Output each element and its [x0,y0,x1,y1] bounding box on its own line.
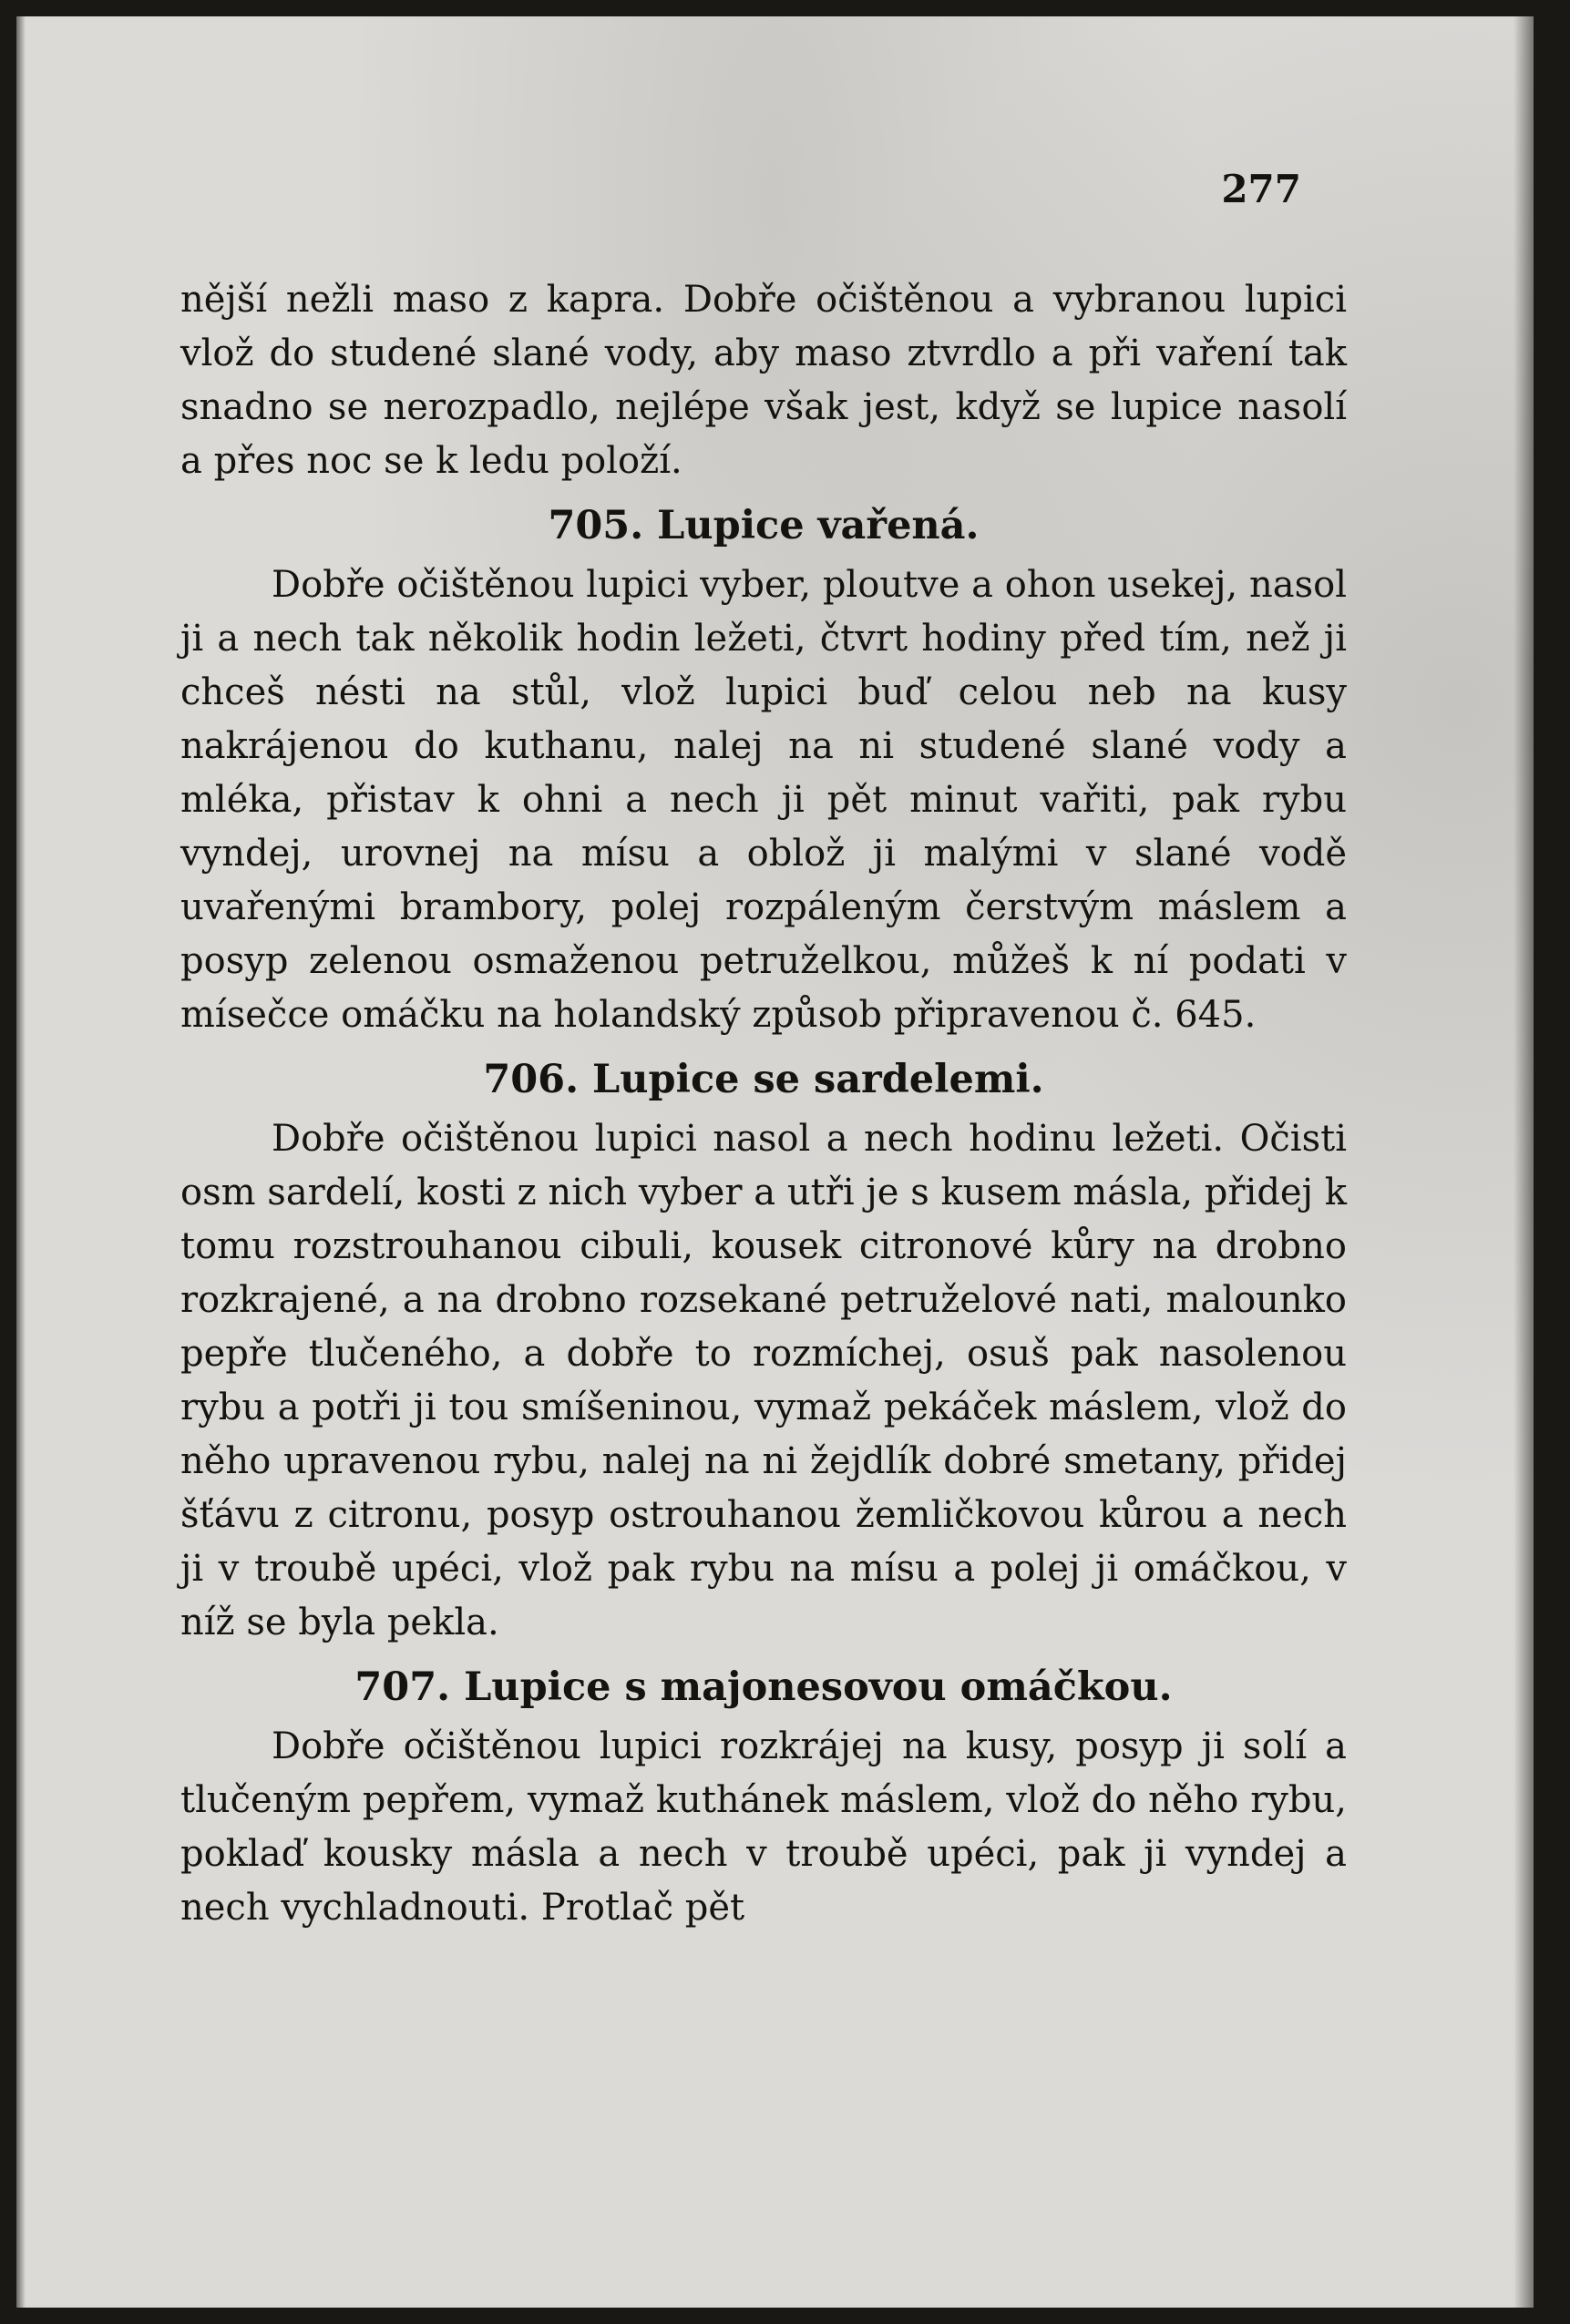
book-page [16,16,1534,2308]
recipe-heading-707: 707. Lupice s majonesovou omáčkou. [354,1664,1173,1710]
page-right-edge-shadow [1514,16,1534,2308]
page-number: 277 [1221,167,1301,211]
paragraph-continuation: nější nežli maso z kapra. Dobře očištěnou a vybranou lupici vlož do studené slané vody, aby maso ztvrdlo a při vaření tak snadno se nerozpadlo, nejlépe však jest, když se lupice nasolí a přes noc se k ledu položí. [180,279,1347,482]
recipe-heading-706: 706. Lupice se sardelemi. [483,1057,1044,1102]
paragraph-recipe-705: Dobře očištěnou lupici vyber, ploutve a ohon usekej, nasol ji a nech tak několik hodin ležeti, čtvrt hodiny před tím, než ji chceš nésti na stůl, vlož lupici buď celou neb na kusy nakrájenou do kuthanu, nalej na ni studené slané vody a mléka, přistav k ohni a nech ji pět minut vařiti, pak rybu vyndej, urovnej na mísu a oblož ji malými v slané vodě uvařenými brambory, polej rozpáleným čerstvým máslem a posyp zelenou osmaženou petruželkou, můžeš k ní podati v mísečce omáčku na holandský způsob připravenou č. 645. [180,564,1347,1036]
page-left-edge-shadow [16,16,26,2308]
paragraph-recipe-707: Dobře očištěnou lupici rozkrájej na kusy, posyp ji solí a tlučeným pepřem, vymaž kuthánek máslem, vlož do něho rybu, poklaď kousky másla a nech v troubě upéci, pak ji vyndej a nech vychladnouti. Protlač pět [180,1725,1347,1929]
paragraph-recipe-706: Dobře očištěnou lupici nasol a nech hodinu ležeti. Očisti osm sardelí, kosti z nich vyber a utři je s kusem másla, přidej k tomu rozstrouhanou cibuli, kousek citronové kůry na drobno rozkrajené, a na drobno rozsekané petruželové nati, malounko pepře tlučeného, a dobře to rozmíchej, osuš pak nasolenou rybu a potři ji tou smíšeninou, vymaž pekáček máslem, vlož do něho upravenou rybu, nalej na ni žejdlík dobré smetany, přidej šťávu z citronu, posyp ostrouhanou žemličkovou kůrou a nech ji v troubě upéci, vlož pak rybu na mísu a polej ji omáčkou, v níž se byla pekla. [180,1118,1347,1643]
page-text [180,273,1347,1935]
recipe-heading-705: 705. Lupice vařená. [548,503,980,548]
